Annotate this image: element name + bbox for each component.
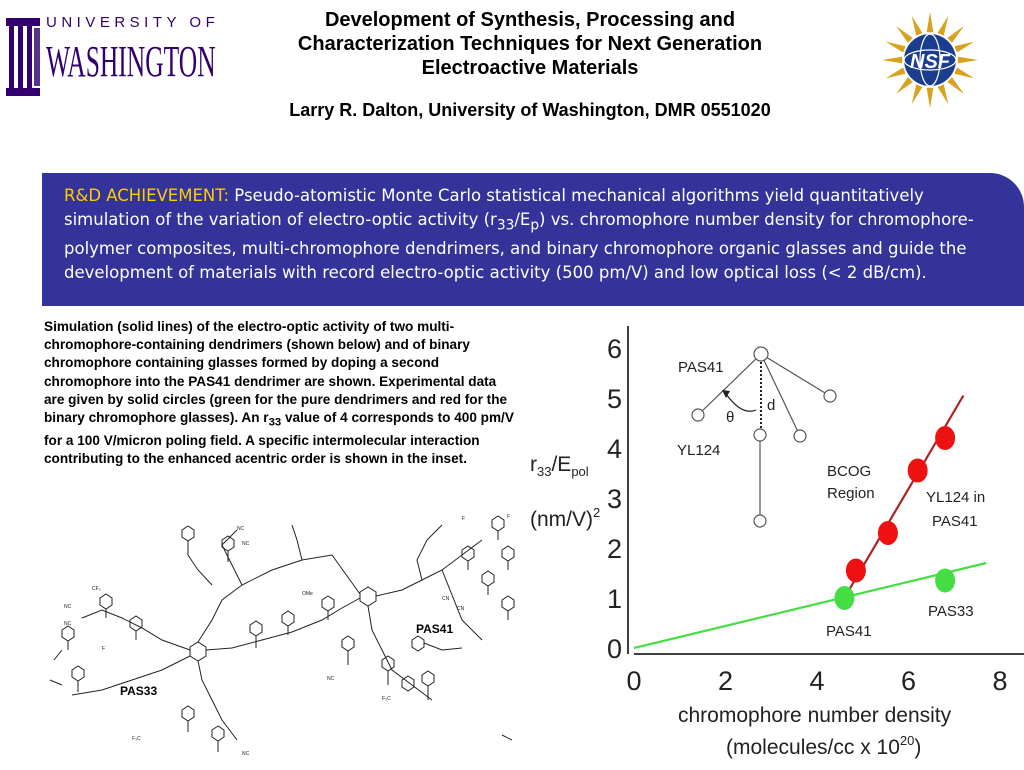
svg-text:NC: NC xyxy=(237,526,245,532)
nsf-ray-icon xyxy=(938,84,949,104)
inset-node xyxy=(794,430,806,442)
nsf-ray-icon xyxy=(882,57,902,64)
nsf-ray-icon xyxy=(947,26,964,43)
pas41-point-label: PAS41 xyxy=(826,623,872,640)
yl124-label-line1: YL124 in xyxy=(926,489,986,506)
y-tick-label: 5 xyxy=(606,384,622,414)
inset-yl124-label: YL124 xyxy=(677,442,721,459)
y-axis-label-line1: $r_{33}/E_{pol}$ xyxy=(530,453,589,479)
svg-text:NC: NC xyxy=(64,621,72,627)
inset-node xyxy=(754,515,766,527)
inset-node xyxy=(754,429,766,441)
data-point-1 xyxy=(935,426,955,450)
svg-text:NC: NC xyxy=(242,751,250,757)
title-line-3: Electroactive Materials xyxy=(421,57,639,79)
nsf-ray-icon xyxy=(927,12,934,32)
caption-text-a: Simulation (solid lines) of the electro-optic activity of two multi-chromophore-containing dendrimers (shown below) and of binary chromophore containing glasses formed by doping a second chromophore into the PAS41 dendrimer are shown. Experimental data are given by solid circles (green for the pure dendrimers and red for the binary chromophore glasses). An r xyxy=(44,319,508,426)
achievement-sub-b: p xyxy=(530,216,540,233)
x-tick-label: 0 xyxy=(626,666,642,696)
y-tick-label: 0 xyxy=(606,634,622,664)
page-title xyxy=(200,8,860,80)
nsf-ray-icon xyxy=(954,42,974,53)
author-line: Larry R. Dalton, University of Washington, DMR 0551020 xyxy=(289,100,771,120)
y-tick-label: 4 xyxy=(606,434,622,464)
uw-seal-icon xyxy=(4,14,44,104)
pas33-structure-label: PAS33 xyxy=(120,684,158,698)
svg-text:F: F xyxy=(507,514,511,520)
data-point-1 xyxy=(846,559,866,583)
nsf-ray-icon xyxy=(954,68,974,79)
nsf-ray-icon xyxy=(886,68,906,79)
x-axis-label-line2: (molecules/cc x $10^{20}$) xyxy=(726,733,922,759)
nsf-logo-text: NSF xyxy=(910,51,950,73)
uw-logo xyxy=(4,14,220,104)
svg-text:F₃C: F₃C xyxy=(382,696,391,702)
data-point-1 xyxy=(878,521,898,545)
nsf-ray-icon xyxy=(912,16,923,36)
inset-node xyxy=(754,347,768,361)
caption-text-b: value of 4 corresponds to 400 pm/V for a 100 V/micron poling field. A specific intermolecular interaction contributing to the enhanced acentric order is shown in the inset. xyxy=(44,410,514,467)
inset-theta-label: θ xyxy=(726,409,735,426)
svg-text:F₃C: F₃C xyxy=(132,736,141,742)
svg-text:CF₃: CF₃ xyxy=(92,586,101,592)
svg-text:F: F xyxy=(102,646,106,652)
inset-node xyxy=(824,390,836,402)
nsf-globe-icon xyxy=(880,10,980,110)
pas41-structure-label: PAS41 xyxy=(416,622,454,636)
chart-svg xyxy=(530,318,1024,768)
svg-text:NC: NC xyxy=(242,541,250,547)
achievement-sub-a: 33 xyxy=(496,216,515,233)
y-tick-label: 2 xyxy=(606,534,622,564)
y-tick-label: 6 xyxy=(606,334,622,364)
achievement-text-a: Pseudo-atomistic Monte Carlo statistical mechanical algorithms yield quantitatively simulation of the variation of electro-optic activity (r xyxy=(64,186,924,229)
inset-node xyxy=(692,409,704,421)
inset-pas41-label: PAS41 xyxy=(678,359,724,376)
nsf-ray-icon xyxy=(886,42,906,53)
achievement-text-b: /E xyxy=(514,209,531,229)
nsf-ray-icon xyxy=(958,57,978,64)
inset-d-label: d xyxy=(767,397,776,414)
data-point-1 xyxy=(908,459,928,483)
svg-text:NC: NC xyxy=(64,604,72,610)
y-tick-label: 3 xyxy=(606,484,622,514)
uw-logo-top-text: UNIVERSITY OF xyxy=(46,14,220,31)
y-tick-label: 1 xyxy=(606,584,622,614)
x-axis-label-line1: chromophore number density xyxy=(678,704,952,727)
svg-text:OMe: OMe xyxy=(302,591,313,597)
pas33-point-label: PAS33 xyxy=(928,603,974,620)
nsf-ray-icon xyxy=(938,16,949,36)
data-point-0 xyxy=(834,586,854,610)
dendrimer-structure-icon xyxy=(42,500,532,765)
y-axis-label-line2: $(nm/V)^2$ xyxy=(530,505,601,531)
achievement-text xyxy=(64,184,1012,284)
svg-text:F: F xyxy=(462,516,466,522)
dendrimer-structure-drawing xyxy=(42,500,532,765)
title-line-2: Characterization Techniques for Next Generation xyxy=(297,33,763,55)
achievement-banner xyxy=(42,173,1024,306)
nsf-logo xyxy=(880,10,980,110)
nsf-ray-icon xyxy=(927,88,934,108)
achievement-label: R&D ACHIEVEMENT: xyxy=(64,186,230,205)
achievement-text-c: ) vs. chromophore number density for chromophore-polymer composites, multi-chromophore dendrimers, and binary chromophore organic glasses and guide the development of materials with record electro-optic activity (500 pm/V) and low optical loss (< 2 dB/cm). xyxy=(64,209,974,282)
nsf-ray-icon xyxy=(912,84,923,104)
bcog-label-line2: Region xyxy=(827,485,875,502)
bcog-label-line1: BCOG xyxy=(827,463,872,480)
nsf-ray-icon xyxy=(947,77,964,94)
svg-text:CN: CN xyxy=(442,596,450,602)
x-tick-label: 6 xyxy=(900,666,917,696)
x-tick-label: 4 xyxy=(809,666,825,696)
caption-sub: 33 xyxy=(268,416,282,429)
figure-caption xyxy=(44,318,519,468)
nsf-ray-icon xyxy=(896,26,913,43)
yl124-label-line2: PAS41 xyxy=(932,513,978,530)
eo-activity-chart xyxy=(530,318,1024,768)
data-point-0 xyxy=(935,569,955,593)
svg-text:NC: NC xyxy=(327,676,335,682)
title-line-1: Development of Synthesis, Processing and xyxy=(324,9,736,31)
x-tick-label: 8 xyxy=(992,666,1008,696)
svg-text:CN: CN xyxy=(457,606,465,612)
uw-logo-bottom-text: WASHINGTON xyxy=(46,37,216,86)
x-tick-label: 2 xyxy=(717,666,734,696)
nsf-ray-icon xyxy=(896,77,913,94)
